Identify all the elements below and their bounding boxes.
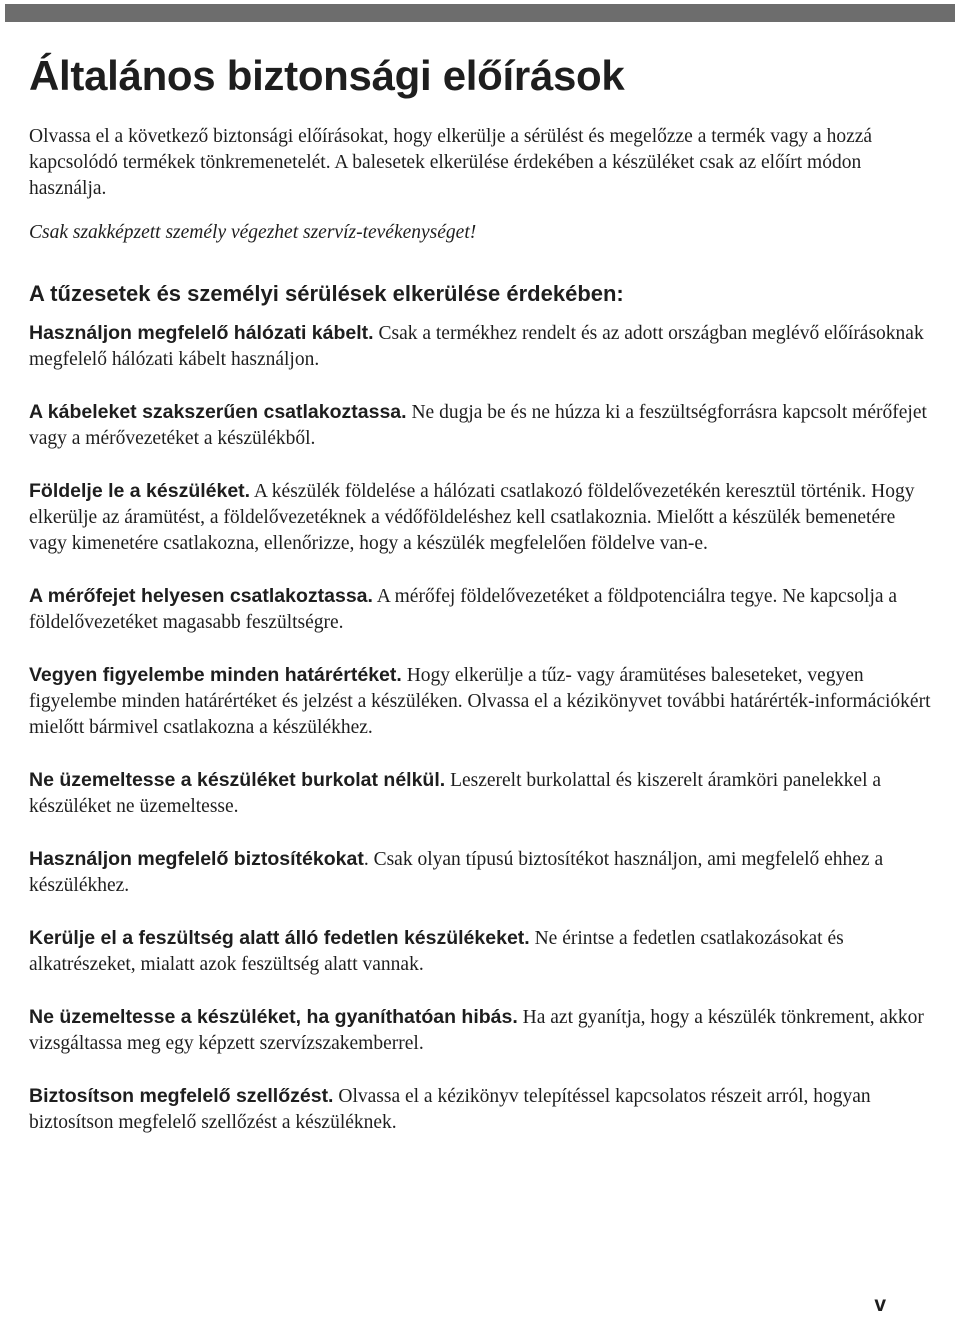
safety-item-text: Hogy elkerülje a tűz- vagy áramütéses baleseteket, vegyen figyelembe minden határértéket és jelzést a készüléken. Olvassa el a kézikönyvet további határérték-információkért mielőtt bármivel csatlakozna a készülékhez. [29,665,931,738]
safety-item [29,320,934,373]
safety-item-heading: Használjon megfelelő hálózati kábelt. [29,322,374,344]
safety-item-heading: A kábeleket szakszerűen csatlakoztassa. [29,401,407,423]
safety-item-heading: Vegyen figyelembe minden határértéket. [29,664,402,686]
safety-item-heading: Ne üzemeltesse a készüléket burkolat nélkül. [29,769,446,791]
service-note: Csak szakképzett személy végezhet szervíz-tevékenységet! [29,222,477,243]
safety-item [29,1004,934,1057]
safety-item [29,767,934,820]
safety-item-heading: Kerülje el a feszültség alatt álló fedetlen készülékeket. [29,927,530,949]
safety-item-heading: Használjon megfelelő biztosítékokat [29,848,364,870]
safety-item-heading: Biztosítson megfelelő szellőzést. [29,1085,334,1107]
page-title: Általános biztonsági előírások [29,52,625,99]
safety-item-text: Csak a termékhez rendelt és az adott országban meglévő előírásoknak megfelelő hálózati kábelt használjon. [29,323,924,370]
safety-item-text: . Csak olyan típusú biztosítékot használjon, ami megfelelő ehhez a készülékhez. [29,849,884,896]
safety-item-text: Ha azt gyanítja, hogy a készülék tönkrement, akkor vizsgáltassa meg egy képzett szervízszakemberrel. [29,1007,924,1054]
safety-item-heading: Földelje le a készüléket. [29,480,251,502]
safety-item [29,399,934,452]
safety-item [29,846,934,899]
safety-item-text: Olvassa el a kézikönyv telepítéssel kapcsolatos részeit arról, hogyan biztosítson megfelelő szellőzést a készüléknek. [29,1086,871,1133]
safety-item-text: Leszerelt burkolattal és kiszerelt áramköri panelekkel a készüléket ne üzemeltesse. [29,770,882,817]
safety-item [29,478,934,557]
safety-item-heading: Ne üzemeltesse a készüléket, ha gyaníthatóan hibás. [29,1006,518,1028]
safety-item-text: Ne dugja be és ne húzza ki a feszültségforrásra kapcsolt mérőfejet vagy a mérővezetéket a készülékből. [29,402,927,449]
document-page [29,50,934,1136]
page-number: v [874,1293,886,1316]
safety-item [29,925,934,978]
safety-item-text: A mérőfej földelővezetéket a földpotenciálra tegye. Ne kapcsolja a földelővezetéket magasabb feszültségre. [29,586,898,633]
safety-item-text: A készülék földelése a hálózati csatlakozó földelővezetékén keresztül történik. Hogy elkerülje az áramütést, a földelővezetéknek a védőföldeléshez kell csatlakoznia. Mielőtt a készülék bemenetére vagy kimenetére csatlakozna, ellenőrizze, hogy a készülék megfelelően földelve van-e. [29,481,915,554]
header-bar [5,4,955,22]
safety-item [29,1083,934,1136]
safety-item [29,662,934,741]
safety-items-list [29,320,934,1136]
safety-item [29,583,934,636]
section-subtitle: A tűzesetek és személyi sérülések elkerülése érdekében: [29,281,624,306]
intro-paragraph: Olvassa el a következő biztonsági előírásokat, hogy elkerülje a sérülést és megelőzze a termék vagy a hozzá kapcsolódó termékek tönkremenetelét. A balesetek elkerülése érdekében a készüléket csak az előírt módon használja. [29,126,873,199]
safety-item-text: Ne érintse a fedetlen csatlakozásokat és alkatrészeket, mialatt azok feszültség alatt vannak. [29,928,844,975]
safety-item-heading: A mérőfejet helyesen csatlakoztassa. [29,585,373,607]
